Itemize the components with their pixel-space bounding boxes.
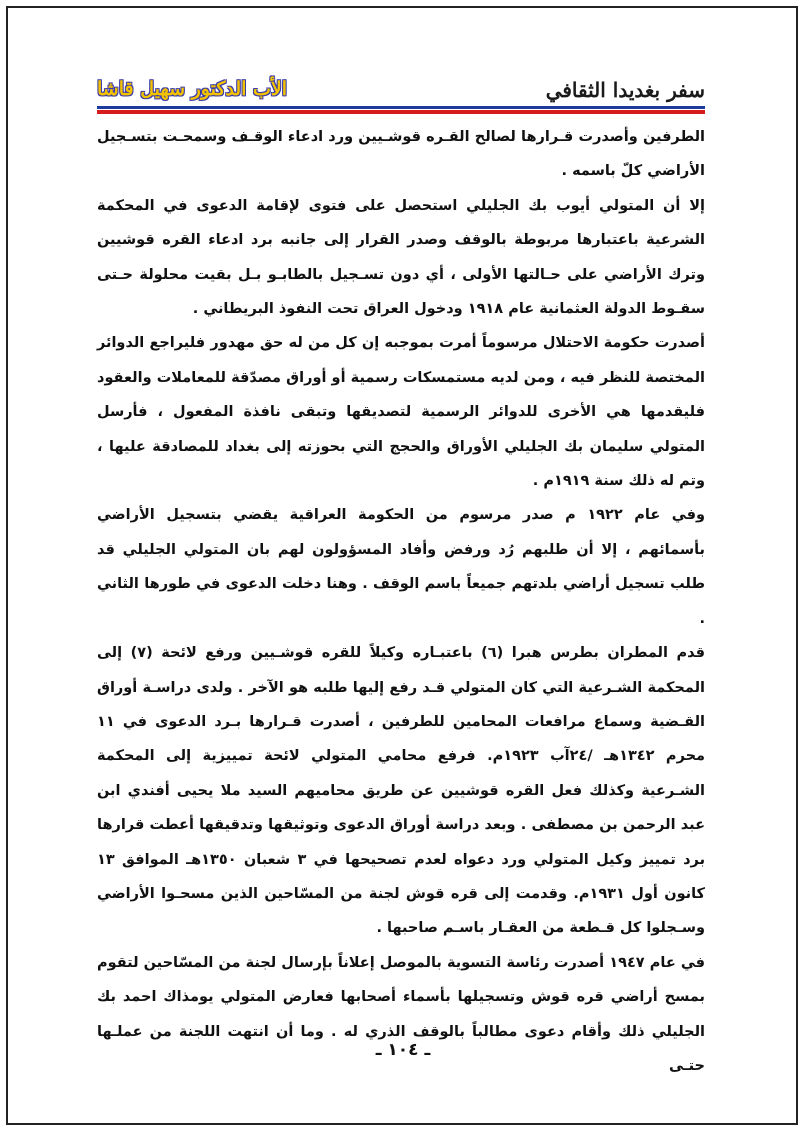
running-header [97,78,705,106]
paragraph: وفي عام ١٩٢٢ م صدر مرسوم من الحكومة العراقية يقضي بتسجيل الأراضي بأسمائهم ، إلا أن طلبهم رُد ورفض وأفاد المسؤولون لهم بان المتولي الجليلي قد طلب تسجيل أراضي بلدتهم جميعاً باسم الوقف . وهنا دخلت الدعوى في طورها الثاني . [97,507,705,627]
paragraph: أصدرت حكومة الاحتلال مرسوماً أمرت بموجبه إن كل من له حق مهدور فليراجع الدوائر المختصة للنظر فيه ، ومن لديه مستمسكات رسمية أو أوراق مصدّقة للمعاملات والعقود فليقدمها هي الأخرى للدوائر الرسمية لتصديقها وتبقى نافذة المفعول ، فأرسل المتولي سليمان بك الجليلي الأوراق والحجج التي بحوزته إلى بغداد للمصادقة عليها ، وتم له ذلك سنة ١٩١٩م . [97,335,705,490]
paragraph: إلا أن المتولي أيوب بك الجليلي استحصل على فتوى لإقامة الدعوى في المحكمة الشرعية باعتبارها مربوطة بالوقف وصدر القرار إلى جانبه برد ادعاء القره قوشيين وترك الأراضي على حـالتها الأولى ، أي دون تسـجيل بالطابـو بـل بقيت محلولة حـتى سقـوط الدولة العثمانية عام ١٩١٨ ودخول العراق تحت النفوذ البريطاني . [97,197,705,318]
header-rule-blue [97,106,705,109]
header-rule-red [97,110,705,114]
paragraph: قدم المطران بطرس هبرا (٦) باعتبـاره وكيلاً للقره قوشـيين ورفع لائحة (٧) إلى المحكمة الشـرعية التي كان المتولي قـد رفع إليها طلبه هو الآخر . ولدى دراسـة أوراق القـضية وسماع مرافعات المحامين للطرفين ، أصدرت قـرارها بـرد الدعوى في ١١ محرم ١٣٤٢هـ /٢٤آب ١٩٢٣م. فرفع محامي المتولي لائحة تمييزية إلى المحكمة الشـرعية وكذلك فعل القره قوشيين عن طريق محاميهم السيد ملا يحيى أفندي ابن عبد الرحمن بن مصطفى . وبعد دراسة أوراق الدعوى وتوثيقها وتدقيقها أعطت قرارها برد تمييز وكيل المتولي ورد دعواه لعدم تصحيحها في ٣ شعبان ١٣٥٠هـ الموافق ١٣ كانون أول ١٩٣١م. وقدمت إلى قره قوش لجنة من المسّاحين الذين مسحـوا الأراضي وسـجلوا كل قـطعة من العقـار باسـم صاحبها . [97,645,706,937]
paragraph: الطرفين وأصدرت قـرارها لصالح القـره قوشـيين ورد ادعاء الوقـف وسمحـت بتسـجيل الأراضي كلّ باسمه . [97,129,705,180]
author-name: الأب الدكتور سهيل قاشا [97,78,288,100]
book-title: سفر بغديدا الثقافي [545,78,705,102]
body-text [97,120,705,1083]
paragraph: في عام ١٩٤٧ أصدرت رئاسة التسوية بالموصل إعلاناً بإرسال لجنة من المسّاحين لتقوم بمسح أراضي قره قوش وتسجيلها بأسماء أصحابها فعارض المتولي يومذاك احمد بك الجليلي ذلك وأقام دعوى مطالباً بالوقف الذري له . وما أن انتهت اللجنة من عملـها حتـى [97,954,705,1074]
page-number: ـ ١٠٤ ـ [375,1040,431,1060]
